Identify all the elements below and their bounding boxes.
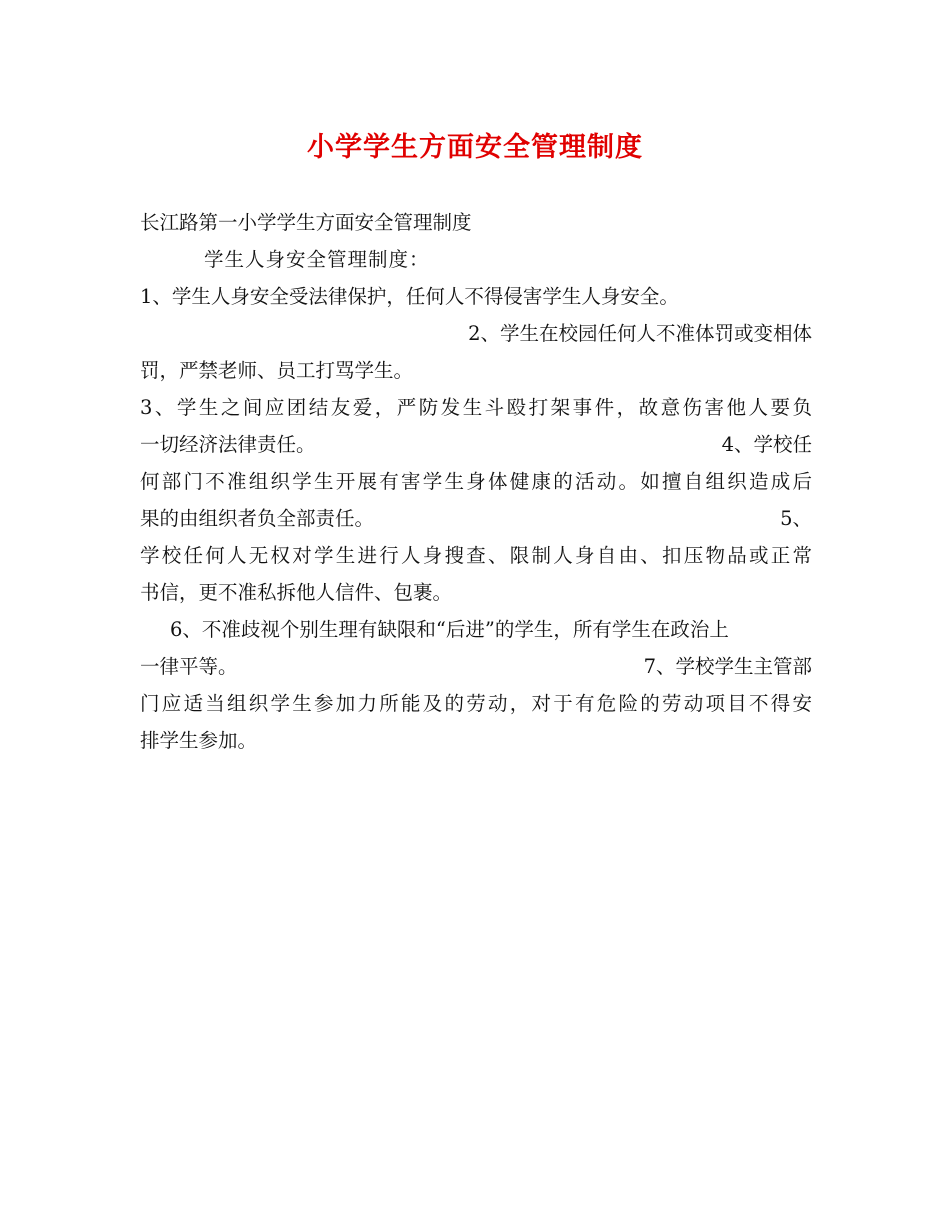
rule-5-number: 5、 [780, 507, 812, 530]
rule-1: 1、学生人身安全受法律保护，任何人不得侵害学生人身安全。 [140, 285, 679, 308]
rule-4-end-line [140, 500, 812, 537]
rule-6-start: 6、不准歧视个别生理有缺限和“后进”的学生，所有学生在政治上 [170, 618, 729, 641]
rule-6-end-line [140, 648, 812, 685]
rule-5-end: 书信，更不准私拆他人信件、包裹。 [140, 581, 453, 604]
document-title: 小学学生方面安全管理制度 [307, 132, 643, 163]
rule-4-end: 果的由组织者负全部责任。 [140, 507, 375, 530]
rule-7-middle: 门应适当组织学生参加力所能及的劳动，对于有危险的劳动项目不得安 [140, 692, 812, 715]
rule-5-start: 学校任何人无权对学生进行人身搜查、限制人身自由、扣压物品或正常 [140, 544, 812, 567]
rule-7-start: 7、学校学生主管部 [643, 655, 812, 678]
rule-3-start: 3、学生之间应团结友爱，严防发生斗殴打架事件，故意伤害他人要负 [140, 396, 812, 419]
rule-6-end: 一律平等。 [140, 655, 238, 678]
rule-3-end-line [140, 426, 812, 463]
section-heading: 学生人身安全管理制度： [204, 248, 430, 271]
rule-3-end: 一切经济法律责任。 [140, 433, 316, 456]
subtitle-line: 长江路第一小学学生方面安全管理制度 [140, 211, 472, 234]
rule-2-start: 2、学生在校园任何人不准体罚或变相体 [468, 322, 812, 345]
rule-7-end: 排学生参加。 [140, 729, 258, 752]
rule-2-end: 罚，严禁老师、员工打骂学生。 [140, 359, 414, 382]
rule-4-start: 4、学校任 [721, 433, 812, 456]
rule-4-middle: 何部门不准组织学生开展有害学生身体健康的活动。如擅自组织造成后 [140, 470, 812, 493]
document-body [140, 204, 812, 759]
